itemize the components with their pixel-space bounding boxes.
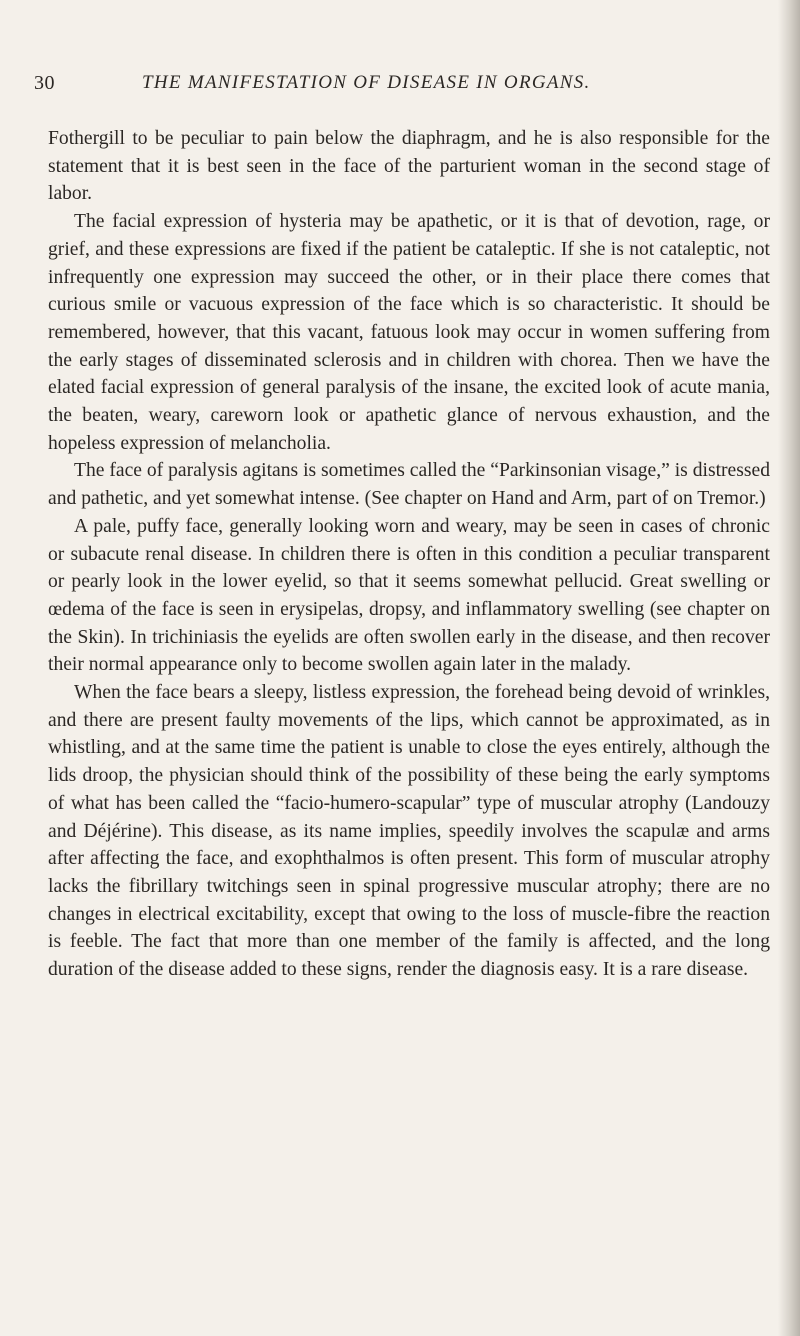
- page-number: 30: [34, 72, 55, 94]
- paragraph-continuation: Fothergill to be peculiar to pain below the diaphragm, and he is also responsible for the statement that it is best seen in the face of the parturient woman in the second stage of labor.: [48, 128, 770, 205]
- paragraph-paralysis-agitans: The face of paralysis agitans is sometimes called the “Parkinsonian visage,” is distressed and pathetic, and yet somewhat intense. (See chapter on Hand and Arm, part of on Tremor.): [48, 460, 770, 510]
- paragraph-muscular-atrophy: When the face bears a sleepy, listless expression, the forehead being devoid of wrinkles, and there are present faulty movements of the lips, which cannot be approximated, as in whistling, and at the same time the patient is unable to close the eyes entirely, although the lids droop, the physician should think of the possibility of these being the early symptoms of what has been called the “facio-humero-scapular” type of muscular atrophy (Landouzy and Déjérine). This disease, as its name implies, speedily involves the scapulæ and arms after affecting the face, and exophthalmos is often present. This form of muscular atrophy lacks the fibrillary twitchings seen in spinal progressive muscular atrophy; there are no changes in electrical excitability, except that owing to the loss of muscle-fibre the reaction is feeble. The fact that more than one member of the family is affected, and the long duration of the disease added to these signs, render the diagnosis easy. It is a rare disease.: [48, 682, 770, 981]
- body-text: [48, 125, 770, 984]
- running-title: THE MANIFESTATION OF DISEASE IN ORGANS.: [142, 72, 591, 93]
- page-edge-shadow: [778, 0, 800, 1336]
- paragraph-renal-disease: A pale, puffy face, generally looking worn and weary, may be seen in cases of chronic or subacute renal disease. In children there is often in this condition a peculiar transparent or pearly look in the lower eyelid, so that it seems somewhat pellucid. Great swelling or œdema of the face is seen in erysipelas, dropsy, and inflammatory swelling (see chapter on the Skin). In trichiniasis the eyelids are often swollen early in the disease, and then recover their normal appearance only to become swollen again later in the malady.: [48, 515, 770, 676]
- paragraph-hysteria: The facial expression of hysteria may be apathetic, or it is that of devotion, rage, or grief, and these expressions are fixed if the patient be cataleptic. If she is not cataleptic, not infrequently one expression may succeed the other, or in their place there comes that curious smile or vacuous expression of the face which is so characteristic. It should be remembered, however, that this vacant, fatuous look may occur in women suffering from the early stages of disseminated sclerosis and in children with chorea. Then we have the elated facial expression of general paralysis of the insane, the excited look of acute mania, the beaten, weary, careworn look or apathetic glance of nervous exhaustion, and the hopeless expression of melancholia.: [48, 211, 770, 454]
- page-header: [34, 72, 734, 102]
